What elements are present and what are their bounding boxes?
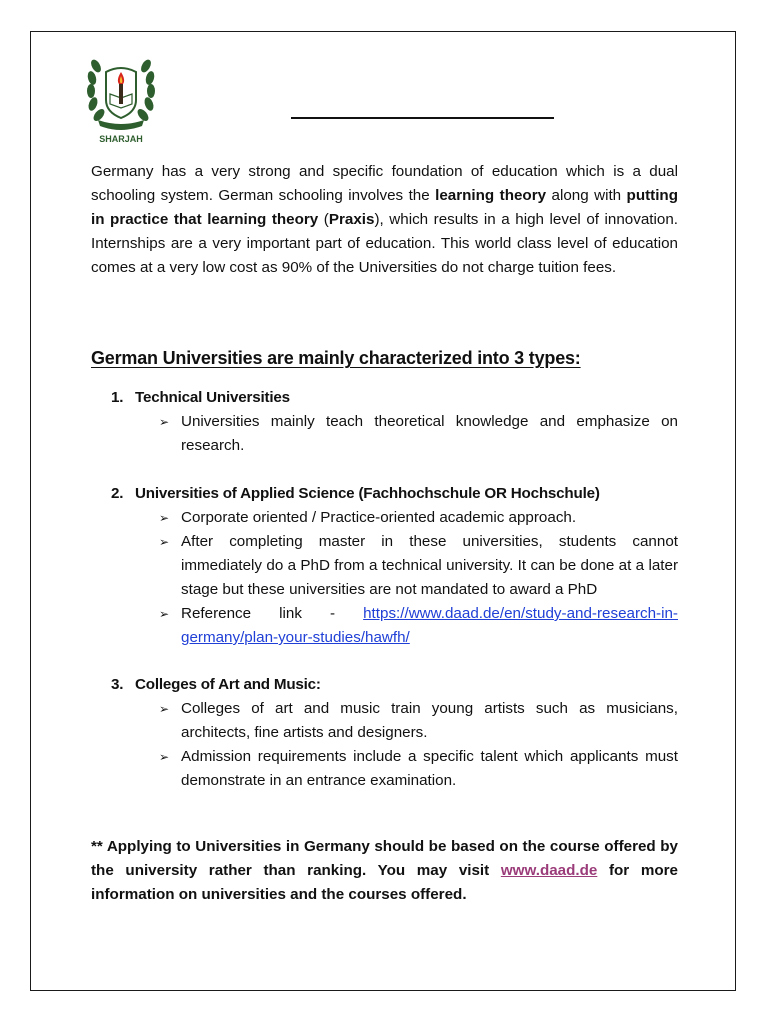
type-title — [91, 386, 678, 410]
list-item — [91, 745, 678, 793]
bullet-text: Admission requirements include a specific talent which applicants must demonstrate in an entrance examination. — [181, 748, 678, 789]
reference-label: Reference link - — [181, 605, 364, 622]
intro-text-3: ( — [318, 211, 329, 228]
list-number: 3. — [111, 676, 124, 693]
arrow-bullet-icon: ➢ — [159, 702, 170, 716]
footer-note — [91, 835, 678, 907]
intro-bold-practice: putting in practice that learning theory — [91, 187, 678, 228]
list-item — [91, 506, 678, 530]
type-title — [91, 673, 678, 697]
title-underline — [291, 117, 554, 119]
reference-link[interactable]: https://www.daad.de/en/study-and-research-in-germany/plan-your-studies/hawfh/ — [181, 605, 678, 646]
bullet-text: Corporate oriented / Practice-oriented academic approach. — [181, 509, 577, 526]
laurel-crest-icon — [86, 50, 156, 146]
daad-link[interactable]: www.daad.de — [500, 862, 598, 879]
list-item — [91, 530, 678, 602]
arrow-bullet-icon: ➢ — [159, 415, 170, 429]
school-logo — [86, 50, 156, 146]
list-item — [91, 697, 678, 745]
logo-label: SHARJAH — [99, 134, 143, 144]
footer-text-2: for more information on universities and the courses offered. — [91, 862, 678, 903]
bullet-text: After completing master in these universities, students cannot immediately do a PhD from a technical university. It can be done at a later stage but these universities are not mandated to award a PhD — [181, 533, 678, 598]
intro-bold-praxis: Praxis — [328, 211, 375, 228]
bullet-text: Universities mainly teach theoretical knowledge and emphasize on research. — [181, 413, 678, 454]
list-number: 1. — [111, 389, 124, 406]
footer-text-1: ** Applying to Universities in Germany should be based on the course offered by the university rather than ranking. You may visit — [91, 838, 678, 879]
intro-text-2: along with — [546, 187, 627, 204]
type-1-technical-universities — [91, 386, 678, 458]
arrow-bullet-icon: ➢ — [159, 511, 170, 525]
type-title-text: Technical Universities — [135, 389, 290, 406]
type-3-art-music — [91, 673, 678, 793]
list-item — [91, 410, 678, 458]
section-heading: German Universities are mainly characterized into 3 types: — [91, 348, 581, 368]
list-number: 2. — [111, 485, 124, 502]
list-item-reference — [91, 602, 678, 650]
intro-bold-learning-theory: learning theory — [435, 187, 547, 204]
type-2-applied-science — [91, 482, 678, 650]
intro-text-1: Germany has a very strong and specific foundation of education which is a dual schooling system. German schooling involves the — [91, 163, 678, 204]
arrow-bullet-icon: ➢ — [159, 750, 170, 764]
type-title — [91, 482, 678, 506]
bullet-text: Colleges of art and music train young artists such as musicians, architects, fine artists and designers. — [181, 700, 678, 741]
intro-text-4: ), which results in a high level of innovation. Internships are a very important part of education. This world class level of education comes at a very low cost as 90% of the Universities do not charge tuition fees. — [91, 211, 678, 276]
type-title-text: Universities of Applied Science (Fachhochschule OR Hochschule) — [135, 485, 600, 502]
arrow-bullet-icon: ➢ — [159, 607, 170, 621]
arrow-bullet-icon: ➢ — [159, 535, 170, 549]
type-title-text: Colleges of Art and Music: — [135, 676, 321, 693]
intro-paragraph — [91, 160, 678, 280]
